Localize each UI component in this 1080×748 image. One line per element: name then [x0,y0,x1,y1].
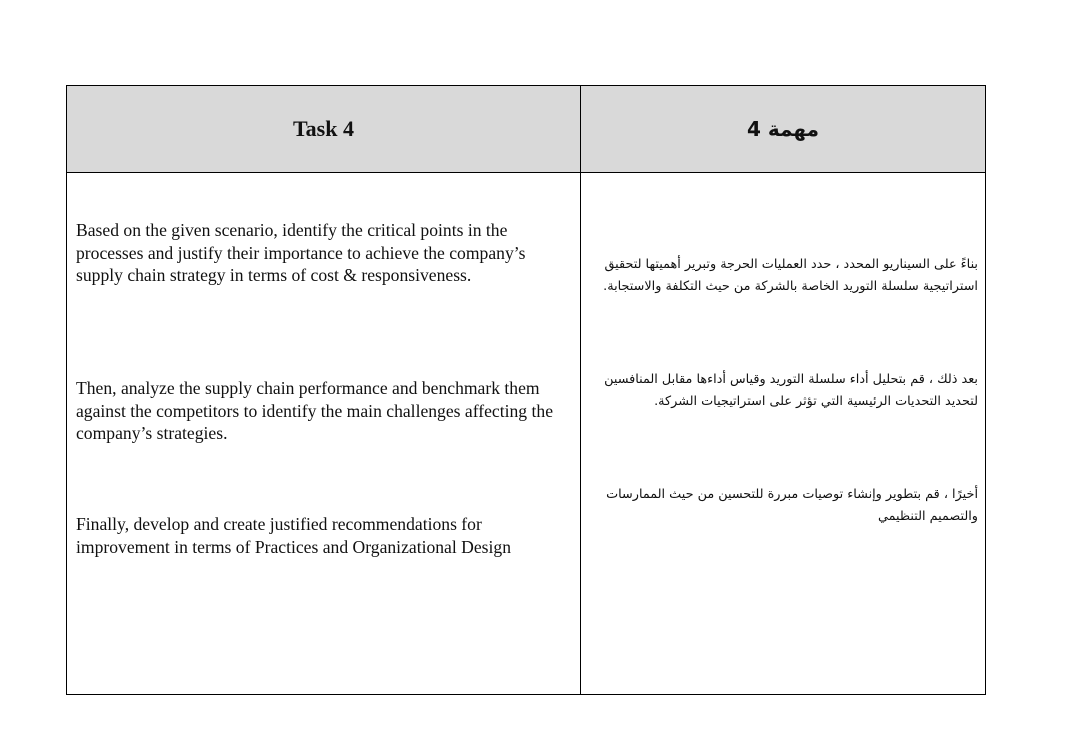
body-row [67,173,986,695]
english-instructions-cell [67,173,581,695]
arabic-instructions-cell [581,173,986,695]
english-paragraph-analyze-performance: Then, analyze the supply chain performance and benchmark them against the competitors to identify the main challenges affecting the company’s strategies. [76,378,553,443]
arabic-paragraph-critical-points: بناءً على السيناريو المحدد ، حدد العمليات الحرجة وتبرير أهميتها لتحقيق استراتيجية سلسلة التوريد الخاصة بالشركة من حيث التكلفة والاستجابة. [603,257,978,294]
header-row [67,86,986,173]
task-title-arabic: مهمة 4 [581,86,986,173]
english-paragraph-critical-points: Based on the given scenario, identify the critical points in the processes and justify their importance to achieve the company’s supply chain strategy in terms of cost & responsiveness. [76,220,526,285]
task-table [66,85,986,695]
task-title-english: Task 4 [67,86,581,173]
english-paragraph-recommendations: Finally, develop and create justified recommendations for improvement in terms of Practices and Organizational Design [76,514,511,557]
arabic-paragraph-analyze-performance: بعد ذلك ، قم بتحليل أداء سلسلة التوريد وقياس أداءها مقابل المنافسين لتحديد التحديات الرئيسية التي تؤثر على استراتيجيات الشركة. [604,372,978,409]
arabic-paragraph-recommendations: أخيرًا ، قم بتطوير وإنشاء توصيات مبررة للتحسين من حيث الممارسات والتصميم التنظيمي [606,487,978,524]
